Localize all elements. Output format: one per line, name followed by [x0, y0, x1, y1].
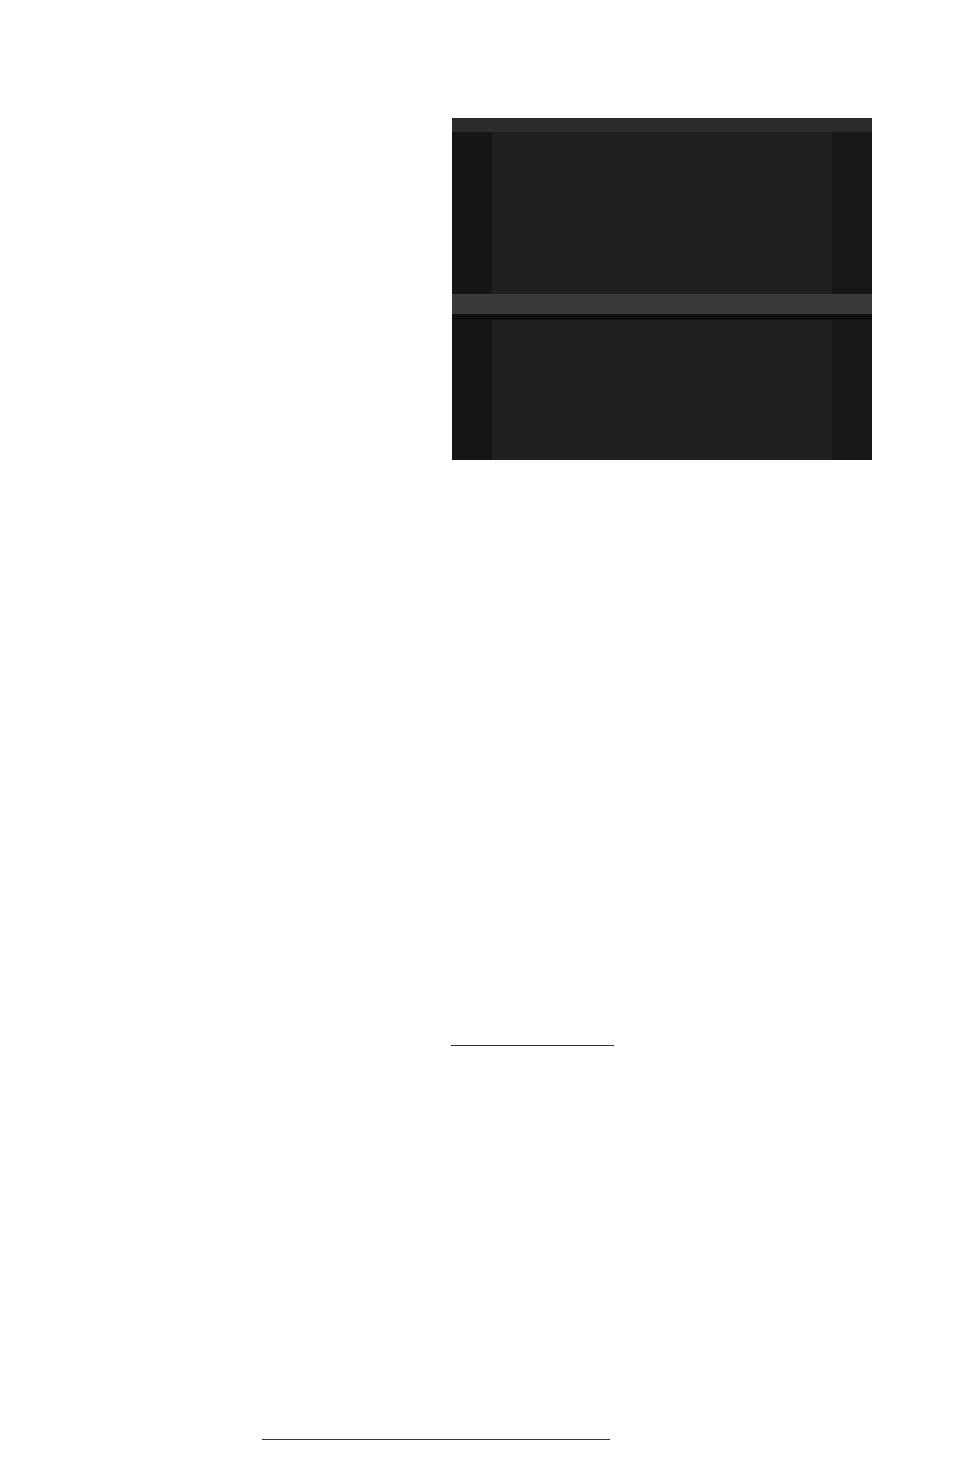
bookshelf-photo: [452, 118, 872, 460]
figure-photo: [452, 118, 872, 460]
footnote-97: [451, 1195, 872, 1218]
footnote-96: [451, 1055, 872, 1078]
footer-divider: [262, 1439, 610, 1440]
footnote-98: [451, 1267, 872, 1290]
footnote-divider: [451, 1045, 614, 1046]
